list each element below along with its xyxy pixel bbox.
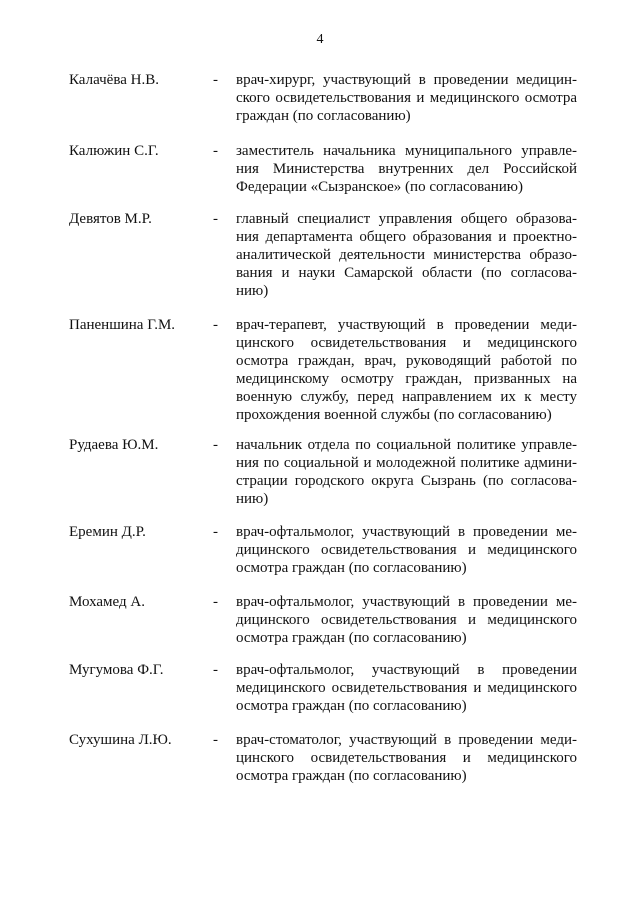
position-description [236,593,577,647]
description-line: страции городского округа Сызрань (по согласова- [236,473,577,489]
person-name: Еремин Д.Р. [69,524,146,540]
description-line: врач-офтальмолог, участвующий в проведении [236,662,577,678]
position-description [236,661,577,715]
description-line: нию) [236,491,269,507]
description-line: главный специалист управления общего образова- [236,211,577,227]
separator-dash: - [213,211,218,227]
description-line: ния департамента общего образования и проектно- [236,229,577,245]
description-line: военную службу, перед направлением их к месту [236,389,577,405]
description-line: осмотра граждан (по согласованию) [236,698,467,714]
separator-dash: - [213,594,218,610]
person-name: Мохамед А. [69,594,145,610]
position-description [236,210,577,300]
description-line: осмотра граждан (по согласованию) [236,560,467,576]
position-description [236,436,577,508]
description-line: вания и науки Самарской области (по согласова- [236,265,577,281]
description-line: прохождения военной службы (по согласованию) [236,407,552,423]
person-name: Сухушина Л.Ю. [69,732,172,748]
separator-dash: - [213,524,218,540]
position-description [236,523,577,577]
description-line: ния Министерства внутренних дел Российской [236,161,577,177]
separator-dash: - [213,143,218,159]
person-name: Мугумова Ф.Г. [69,662,164,678]
separator-dash: - [213,72,218,88]
description-line: осмотра граждан (по согласованию) [236,630,467,646]
position-description [236,731,577,785]
description-line: цинского освидетельствования и медицинского [236,750,577,766]
description-line: заместитель начальника муниципального управле- [236,143,577,159]
description-line: граждан (по согласованию) [236,108,411,124]
description-line: врач-терапевт, участвующий в проведении меди- [236,317,577,333]
position-description [236,71,577,125]
description-line: ского освидетельствования и медицинского осмотра [236,90,577,106]
description-line: ния по социальной и молодежной политике админи- [236,455,577,471]
page-number: 4 [316,32,324,47]
person-name: Калачёва Н.В. [69,72,159,88]
description-line: осмотра граждан (по согласованию) [236,768,467,784]
description-line: врач-офтальмолог, участвующий в проведении ме- [236,594,577,610]
description-line: Федерации «Сызранское» (по согласованию) [236,179,523,195]
person-name: Калюжин С.Г. [69,143,159,159]
position-description [236,142,577,196]
description-line: медицинскому осмотру граждан, призванных на [236,371,577,387]
description-line: медицинского освидетельствования и медицинского [236,680,577,696]
description-line: нию) [236,283,269,299]
description-line: аналитической деятельности министерства образо- [236,247,577,263]
description-line: врач-хирург, участвующий в проведении медицин- [236,72,577,88]
description-line: дицинского освидетельствования и медицинского [236,542,577,558]
separator-dash: - [213,662,218,678]
separator-dash: - [213,732,218,748]
position-description [236,316,577,424]
description-line: врач-офтальмолог, участвующий в проведении ме- [236,524,577,540]
person-name: Паненшина Г.М. [69,317,176,333]
description-line: осмотра граждан, врач, руководящий работой по [236,353,577,369]
description-line: дицинского освидетельствования и медицинского [236,612,577,628]
description-line: начальник отдела по социальной политике управле- [236,437,577,453]
description-line: цинского освидетельствования и медицинского [236,335,577,351]
description-line: врач-стоматолог, участвующий в проведении меди- [236,732,577,748]
person-name: Рудаева Ю.М. [69,437,159,453]
separator-dash: - [213,437,218,453]
separator-dash: - [213,317,218,333]
person-name: Девятов М.Р. [69,211,152,227]
